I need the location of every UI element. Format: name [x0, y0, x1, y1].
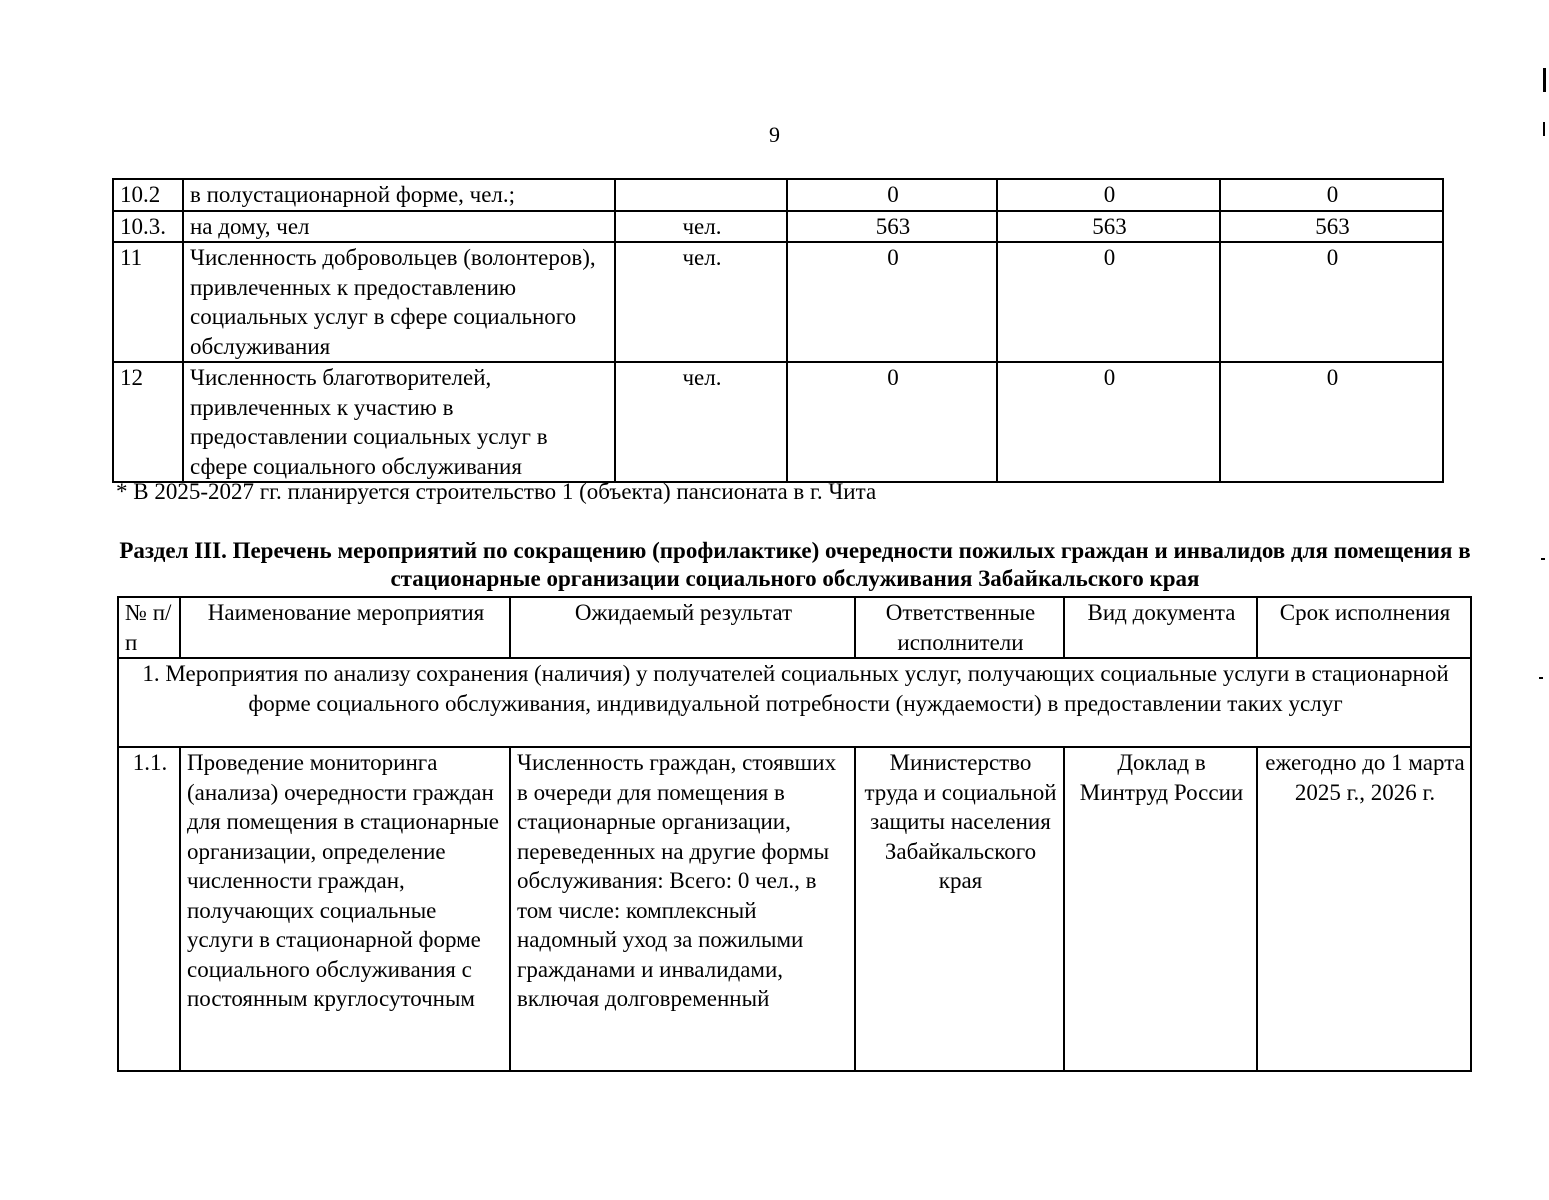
- value-cell-1: 0: [787, 362, 997, 482]
- value-cell-1: 0: [787, 242, 997, 362]
- indicator-name: в полустационарной форме, чел.;: [183, 179, 615, 211]
- deadline: ежегодно до 1 марта 2025 г., 2026 г.: [1257, 747, 1471, 1071]
- page-number: 9: [769, 122, 780, 147]
- value-cell-2: 0: [997, 362, 1220, 482]
- header-result: Ожидаемый результат: [510, 597, 855, 658]
- row-number: 1.1.: [118, 747, 180, 1071]
- measure-name: Проведение мониторинга (анализа) очередности граждан для помещения в стационарные организации, определение численности граждан, получающих социальные услуги в стационарной форме социального обслуживания с постоянным круглосуточным: [180, 747, 510, 1071]
- value-cell-1: 563: [787, 211, 997, 243]
- expected-result: Численность граждан, стоявших в очереди для помещения в стационарные организации, переведенных на другие формы обслуживания: Всего: 0 чел., в том числе: комплексный надомный уход за пожилыми гражданами и инвалидами, включая долговременный: [510, 747, 855, 1071]
- header-document: Вид документа: [1064, 597, 1257, 658]
- unit-cell: чел.: [615, 242, 787, 362]
- indicator-name: на дому, чел: [183, 211, 615, 243]
- value-cell-3: 563: [1220, 211, 1443, 243]
- row-number: 10.3.: [113, 211, 183, 243]
- footnote: * В 2025-2027 гг. планируется строительство 1 (объекта) пансионата в г. Чита: [116, 479, 877, 504]
- table-header-row: [118, 597, 1471, 658]
- document-type: Доклад в Минтруд России: [1064, 747, 1257, 1071]
- value-cell-2: 0: [997, 179, 1220, 211]
- value-cell-2: 563: [997, 211, 1220, 243]
- unit-cell: чел.: [615, 362, 787, 482]
- table-row: [118, 747, 1471, 1071]
- group-title: 1. Мероприятия по анализу сохранения (наличия) у получателей социальных услуг, получающих социальные услуги в стационарной форме социального обслуживания, индивидуальной потребности (нуждаемости) в предоставлении таких услуг: [118, 658, 1471, 747]
- header-name: Наименование мероприятия: [180, 597, 510, 658]
- row-number: 12: [113, 362, 183, 482]
- table-row: [113, 211, 1443, 243]
- header-deadline: Срок исполнения: [1257, 597, 1471, 658]
- table-row: [113, 179, 1443, 211]
- indicator-name: Численность благотворителей, привлеченных к участию в предоставлении социальных услуг в сфере социального обслуживания: [183, 362, 615, 482]
- value-cell-3: 0: [1220, 362, 1443, 482]
- value-cell-3: 0: [1220, 242, 1443, 362]
- unit-cell: [615, 179, 787, 211]
- value-cell-1: 0: [787, 179, 997, 211]
- row-number: 11: [113, 242, 183, 362]
- indicator-name: Численность добровольцев (волонтеров), привлеченных к предоставлению социальных услуг в сфере социального обслуживания: [183, 242, 615, 362]
- unit-cell: чел.: [615, 211, 787, 243]
- value-cell-3: 0: [1220, 179, 1443, 211]
- value-cell-2: 0: [997, 242, 1220, 362]
- header-num: № п/п: [118, 597, 180, 658]
- indicators-table: [112, 178, 1444, 483]
- responsible-executors: Министерство труда и социальной защиты населения Забайкальского края: [855, 747, 1064, 1071]
- table-row: [113, 242, 1443, 362]
- group-row: [118, 658, 1471, 747]
- header-responsible: Ответственные исполнители: [855, 597, 1064, 658]
- measures-table: [117, 596, 1472, 1072]
- section-title: Раздел III. Перечень мероприятий по сокращению (профилактике) очередности пожилых граждан и инвалидов для помещения в стационарные организации социального обслуживания Забайкальского края: [119, 538, 1471, 591]
- row-number: 10.2: [113, 179, 183, 211]
- table-row: [113, 362, 1443, 482]
